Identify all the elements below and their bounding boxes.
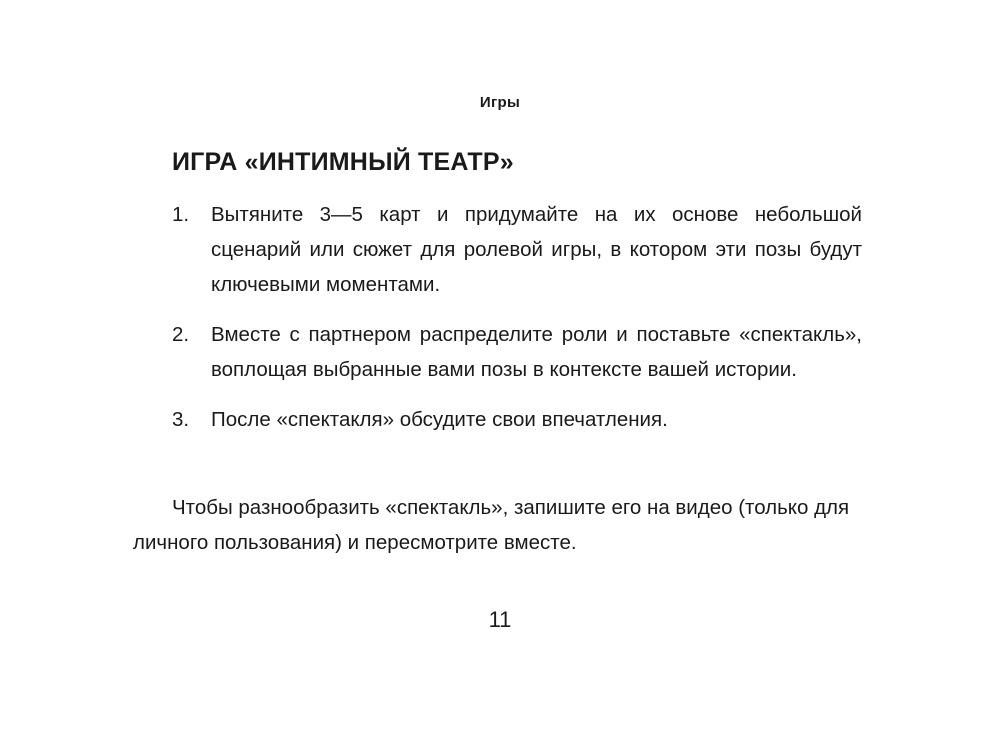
section-title: ИГРА «ИНТИМНЫЙ ТЕАТР»: [172, 148, 514, 176]
closing-paragraph: Чтобы разнообразить «спектакль», запишите его на видео (только для личного пользования) и пересмотрите вместе.: [133, 496, 850, 554]
step-number: 1.: [172, 203, 190, 226]
step-item-1: [172, 197, 862, 302]
step-number: 3.: [172, 408, 190, 431]
page-number: 11: [488, 607, 512, 632]
step-item-2: [172, 317, 862, 387]
steps-list: [172, 197, 862, 452]
step-number: 2.: [172, 323, 190, 346]
step-text: Вытяните 3—5 карт и придумайте на их основе небольшой сценарий или сюжет для ролевой игры, в котором эти позы будут ключевыми моментами.: [211, 203, 862, 296]
step-text: После «спектакля» обсудите свои впечатления.: [211, 408, 668, 431]
step-text: Вместе с партнером распределите роли и поставьте «спектакль», воплощая выбранные вами позы в контексте вашей истории.: [211, 323, 862, 381]
running-head: Игры: [479, 94, 521, 111]
step-item-3: [172, 402, 862, 437]
